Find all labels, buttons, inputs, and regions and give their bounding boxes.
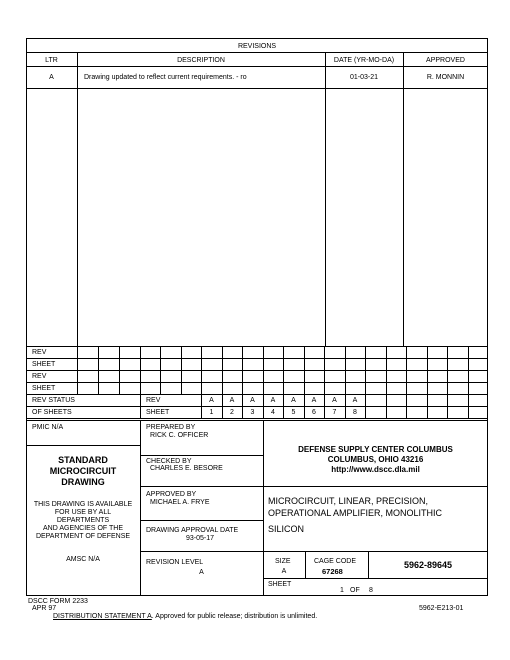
- col-header-description: DESCRIPTION: [177, 57, 225, 64]
- rule: [181, 346, 182, 394]
- rule: [201, 346, 202, 418]
- rule: [427, 346, 428, 418]
- rule: [140, 455, 263, 456]
- rule: [283, 346, 284, 418]
- rule: [263, 578, 488, 579]
- rev-value: A: [229, 397, 235, 404]
- sheet-value: 3: [250, 409, 255, 416]
- form-date: APR 97: [32, 605, 57, 612]
- status-row-label: SHEET: [32, 361, 56, 368]
- rev-value: A: [209, 397, 214, 404]
- rule: [222, 346, 223, 418]
- availability-line: DEPARTMENTS: [56, 517, 110, 524]
- org-line: http://www.dscc.dla.mil: [331, 465, 420, 474]
- sheet-value: 1: [209, 409, 214, 416]
- sheet-label: SHEET: [268, 581, 292, 588]
- total-sheets: 8: [369, 587, 373, 594]
- rule: [26, 420, 488, 421]
- rev-label: REV: [146, 397, 161, 404]
- org-line: DEFENSE SUPPLY CENTER COLUMBUS: [298, 445, 453, 454]
- rule: [26, 346, 488, 347]
- rule: [263, 346, 264, 418]
- rev-value: A: [270, 397, 276, 404]
- sheet-value: 6: [312, 409, 316, 416]
- prepared-by-label: PREPARED BY: [146, 424, 196, 431]
- rule: [365, 346, 366, 418]
- revision-date: 01-03-21: [349, 74, 379, 81]
- rev-value: A: [332, 397, 337, 404]
- cage-code-value: 67268: [322, 567, 343, 576]
- rev-status-label: REV STATUS: [32, 397, 75, 404]
- rule: [140, 520, 263, 521]
- rule: [468, 346, 469, 418]
- rule: [77, 346, 78, 394]
- size-label: SIZE: [275, 558, 291, 565]
- rule: [304, 346, 305, 418]
- sheet-value: 5: [291, 409, 296, 416]
- status-row-label: REV: [32, 349, 47, 356]
- revisions-title: REVISIONS: [237, 43, 277, 50]
- standard-drawing-line: DRAWING: [61, 477, 105, 487]
- of-sheets-label: OF SHEETS: [32, 409, 72, 416]
- rule: [98, 346, 99, 394]
- pmic-label: PMIC N/A: [32, 424, 64, 431]
- rule: [26, 418, 488, 419]
- revision-approved: R. MONNIN: [426, 74, 465, 81]
- drawing-title-line: OPERATIONAL AMPLIFIER, MONOLITHIC: [268, 508, 443, 518]
- availability-line: FOR USE BY ALL: [54, 509, 112, 516]
- size-value: A: [281, 568, 287, 575]
- distribution-statement-label: DISTRIBUTION STATEMENT A: [53, 613, 152, 620]
- amsc-label: AMSC N/A: [66, 556, 100, 563]
- rev-value: A: [352, 397, 358, 404]
- rule: [26, 445, 140, 446]
- distribution-statement-text: . Approved for public release; distribution is unlimited.: [151, 613, 318, 620]
- status-row-label: REV: [32, 373, 47, 380]
- approval-date-label: DRAWING APPROVAL DATE: [146, 527, 239, 534]
- rule: [77, 52, 78, 346]
- rule: [26, 406, 488, 407]
- checked-by-label: CHECKED BY: [146, 458, 192, 465]
- approved-by-name: MICHAEL A. FRYE: [150, 499, 210, 506]
- cage-code-label: CAGE CODE: [314, 558, 357, 565]
- rev-value: A: [311, 397, 317, 404]
- rule: [160, 346, 161, 394]
- form-number: 5962-E213-01: [419, 605, 464, 612]
- rule: [403, 52, 404, 346]
- rule: [447, 346, 448, 418]
- document-number: 5962-89645: [403, 560, 453, 570]
- rule: [242, 346, 243, 418]
- rule: [324, 346, 325, 418]
- rev-value: A: [291, 397, 296, 404]
- availability-line: THIS DRAWING IS AVAILABLE: [33, 501, 133, 508]
- drawing-title-line: SILICON: [268, 524, 305, 534]
- rule: [26, 52, 488, 53]
- distribution-statement: [53, 613, 317, 621]
- rule: [26, 370, 488, 371]
- sheet-value: 7: [332, 409, 337, 416]
- sheet-value: 4: [271, 409, 275, 416]
- rule: [140, 346, 141, 418]
- form-label: DSCC FORM 2233: [28, 598, 88, 605]
- rule: [26, 382, 488, 383]
- rule: [140, 486, 263, 487]
- rev-value: A: [250, 397, 255, 404]
- org-line: COLUMBUS, OHIO 43216: [327, 455, 424, 464]
- col-header-date: DATE (YR-MO-DA): [333, 57, 395, 64]
- approved-by-label: APPROVED BY: [146, 491, 197, 498]
- rule: [406, 346, 407, 418]
- rule: [386, 346, 387, 418]
- col-header-approved: APPROVED: [426, 57, 465, 64]
- revision-description: Drawing updated to reflect current requirements. - ro: [84, 74, 247, 81]
- rule: [345, 346, 346, 418]
- rule: [26, 88, 488, 89]
- status-row-label: SHEET: [32, 385, 56, 392]
- rule: [26, 66, 488, 67]
- rule: [140, 551, 488, 552]
- col-header-ltr: LTR: [45, 57, 58, 64]
- availability-line: AND AGENCIES OF THE: [43, 525, 123, 532]
- standard-drawing-line: MICROCIRCUIT: [49, 466, 117, 476]
- availability-line: DEPARTMENT OF DEFENSE: [35, 533, 131, 540]
- standard-drawing-line: STANDARD: [58, 455, 108, 465]
- rule: [305, 551, 306, 578]
- drawing-title-line: MICROCIRCUIT, LINEAR, PRECISION,: [268, 496, 429, 506]
- rule: [26, 358, 488, 359]
- sheet-label: SHEET: [146, 409, 170, 416]
- prepared-by-name: RICK C. OFFICER: [150, 432, 209, 439]
- of-label: OF: [350, 587, 360, 594]
- sheet-value: 8: [353, 409, 357, 416]
- rule: [263, 486, 488, 487]
- checked-by-name: CHARLES E. BESORE: [150, 465, 223, 472]
- rule: [119, 346, 120, 394]
- sheet-value: 2: [230, 409, 234, 416]
- revision-level-label: REVISION LEVEL: [146, 559, 204, 566]
- approval-date: 93-05-17: [186, 535, 215, 542]
- sheet-number: 1: [340, 587, 344, 594]
- revision-level-value: A: [199, 569, 204, 576]
- revision-letter: A: [49, 74, 54, 81]
- rule: [325, 52, 326, 346]
- rule: [26, 394, 488, 395]
